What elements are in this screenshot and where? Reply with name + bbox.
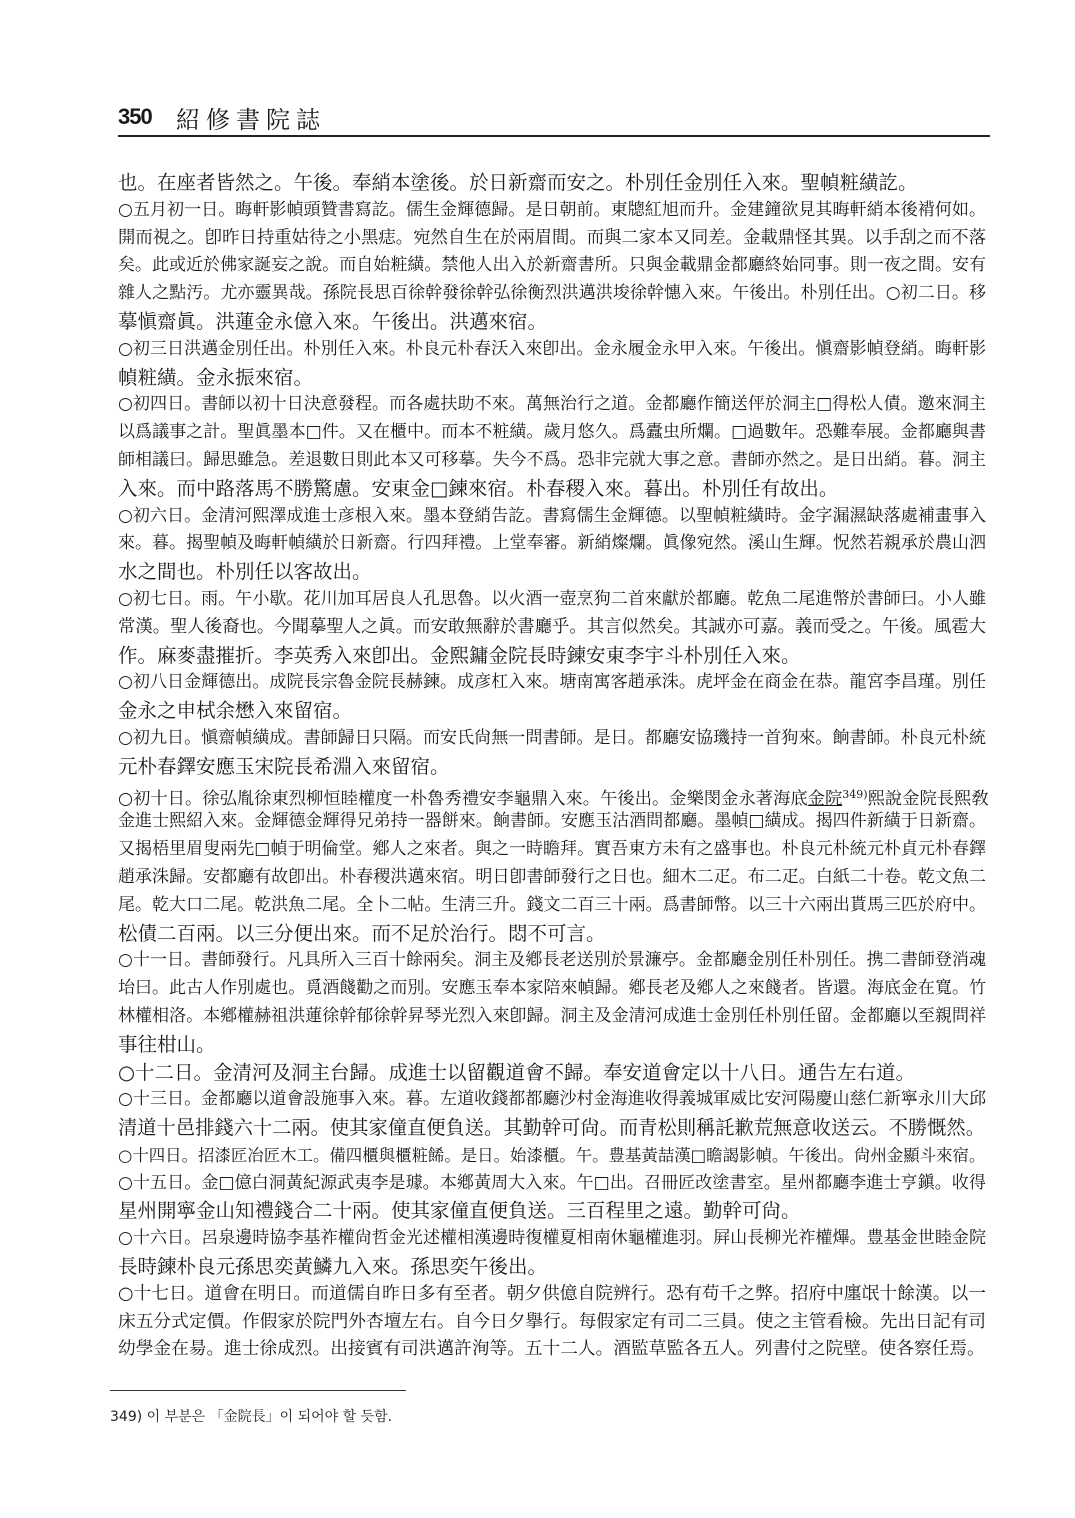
text-line: ○初四日。書師以初十日決意發程。而各處扶助不來。萬無治行之道。金都廳作簡送伻於洞主□得松人債。邀來洞主 — [118, 394, 986, 415]
diary-entry — [118, 1142, 986, 1170]
page-number: 350 — [118, 104, 152, 129]
text-line: 林權相洛。本鄕權赫祖洪蓮徐幹郁徐幹昇琴光烈入來卽歸。洞主及金清河成進士金別任朴別任留。金都廳以至親問祥 — [118, 1005, 986, 1026]
text-line: 清道十邑排錢六十二兩。使其家僮直便負送。其勤幹可尙。而青松則稱託歉荒無意收送云。不勝慨然。 — [118, 1116, 985, 1140]
text-line: 入來。而中路落馬不勝驚慮。安東金□鍊來宿。朴春稷入來。暮出。朴別任有故出。 — [118, 476, 839, 500]
text-line: 坮曰。此古人作別處也。覓酒餞勸之而別。安應玉奉本家陪來幀歸。鄕長老及鄕人之來餞者。皆還。海底金在寬。竹 — [118, 978, 986, 999]
footnote-rule — [110, 1390, 406, 1391]
text-line: 幀粧䌙。金永振來宿。 — [118, 365, 314, 389]
text-line: ○十四日。招漆匠冶匠木工。備四櫃與櫃粧餙。是日。始漆櫃。午。豊基黃喆漢□瞻謁影幀。午後出。尙州金顯斗來宿。 — [118, 1145, 986, 1165]
diary-entry — [118, 1086, 986, 1142]
diary-entry — [118, 169, 986, 197]
text-line: 也。在座者皆然之。午後。奉綃本塗後。於日新齋而安之。朴別任金別任入來。聖幀粧䌙訖。 — [118, 171, 918, 194]
text-line: 長時鍊朴良元孫思奕黃鱗九入來。孫思奕午後出。 — [118, 1255, 548, 1279]
text-line: 師相議曰。歸思雖急。差退數日則此本又可移摹。失今不爲。恐非完就大事之意。書師亦然之。是日出綃。暮。洞主 — [118, 449, 986, 470]
text-line: 星州開寧金山知禮錢合二十兩。使其家僮直便負送。三百程里之遠。勤幹可尙。 — [118, 1199, 801, 1223]
text-segment: ○初十日。徐弘胤徐東烈柳恒睦權度一朴魯秀禮安李龜鼎入來。午後出。金樂閔金永著海底 — [118, 788, 808, 809]
diary-entry — [118, 1281, 986, 1364]
diary-entry — [118, 336, 986, 392]
text-line: 摹愼齋眞。洪蓮金永億入來。午後出。洪邁來宿。 — [118, 309, 548, 333]
text-line: ○十五日。金□億白洞黃紀源武夷李是璩。本鄕黃周大入來。午□出。召冊匠改塗書室。星州都廳李進士亨鎭。收得 — [118, 1172, 986, 1193]
footnote: 349) 이 부분은 「金院長」이 되어야 할 듯함. — [110, 1409, 393, 1425]
diary-entry — [118, 781, 989, 948]
text-line: ○初三日洪邁金別任出。朴別任入來。朴良元朴春沃入來卽出。金永履金永甲入來。午後出。愼齋影幀登綃。晦軒影 — [118, 338, 986, 359]
diary-entry — [118, 391, 986, 502]
text-line: 水之間也。朴別任以客故出。 — [118, 560, 372, 584]
diary-entry — [118, 947, 986, 1058]
diary-entry — [118, 1225, 986, 1281]
text-line: ○十二日。金清河及洞主台歸。成進士以留觀道會不歸。奉安道會定以十八日。通告左右道。 — [118, 1060, 916, 1084]
text-line: ○初六日。金清河熙澤成進士彦根入來。墨本登綃告訖。書寫儒生金輝德。以聖幀粧䌙時。金字漏濕缺落處補畫事入 — [118, 505, 986, 526]
text-line: 事往柑山。 — [118, 1032, 216, 1056]
text-line: 金進士熙紹入來。金輝德金輝得兄弟持一器餅來。餉書師。安應玉沽酒問都廳。墨幀□䌙成。揭四件新䌙于日新齋。 — [118, 811, 986, 832]
underlined-text: 金院 — [807, 788, 843, 809]
diary-entry — [118, 1059, 986, 1087]
header-rule — [118, 135, 990, 137]
text-line: 床五分式定價。作假家於院門外杏壇左右。自今日夕擧行。每假家定有司二三員。使之主管看檢。先出日記有司 — [118, 1311, 986, 1332]
diary-entry — [118, 586, 986, 669]
body-text — [118, 169, 989, 1364]
text-line: ○十三日。金都廳以道會設施事入來。暮。左道收錢都都廳沙村金海進收得義城軍威比安河陽慶山慈仁新寧永川大邱 — [118, 1089, 986, 1110]
text-line: ○初七日。雨。午小歇。花川加耳居良人孔思魯。以火酒一壺烹狗二首來獻於都廳。乾魚二尾進幣於書師曰。小人雖 — [118, 588, 986, 609]
text-line: 金永之申栻余懋入來留宿。 — [118, 699, 353, 723]
text-line: ○初八日金輝德出。成院長宗魯金院長赫鍊。成彦杠入來。塘南寓客趙承洙。虎坪金在商金在恭。龍宮李昌瑾。別任 — [118, 672, 986, 693]
page-header — [118, 100, 998, 136]
text-segment: 熙說金院長熙敎 — [867, 788, 989, 809]
text-line: 雜人之點汚。尤亦靈異哉。孫院長思百徐幹發徐幹弘徐衡烈洪邁洪埈徐幹憓入來。午後出。朴別任出。○初二日。移 — [118, 283, 986, 304]
diary-entry — [118, 197, 986, 336]
text-line: 來。暮。揭聖幀及晦軒幀䌙於日新齋。行四拜禮。上堂奉審。新綃燦爛。眞像宛然。溪山生輝。怳然若親承於農山泗 — [118, 533, 986, 554]
text-line: 開而視之。卽昨日持重姑待之小黑痣。宛然自生在於兩眉間。而與二家本又同差。金載鼎怪其異。以手刮之而不落 — [118, 227, 986, 248]
text-line: 松債二百兩。以三分便出來。而不足於治行。悶不可言。 — [118, 921, 606, 945]
text-line: ○十一日。書師發行。凡具所入三百十餘兩矣。洞主及鄕長老送別於景濂亭。金都廳金別任朴別任。携二書師登消魂 — [118, 950, 986, 971]
running-title: 紹修書院誌 — [176, 106, 326, 134]
text-line: 矣。此或近於佛家誕妄之說。而自始粧䌙。禁他人出入於新齋書所。只與金載鼎金都廳終始同事。則一夜之間。安有 — [118, 255, 986, 276]
text-line: 常漢。聖人後裔也。今聞摹聖人之眞。而安敢無辭於書廳乎。其言似然矣。其誠亦可嘉。義而受之。午後。風雹大 — [118, 616, 986, 637]
footnote-marker: 349) — [842, 787, 868, 801]
diary-entry — [118, 669, 986, 725]
text-line: ○五月初一日。晦軒影幀頭贊書寫訖。儒生金輝德歸。是日朝前。東牕紅旭而升。金建鐘欲見其晦軒綃本後褙何如。 — [118, 199, 986, 220]
text-line: ○初九日。愼齋幀䌙成。書師歸日只隔。而安氏尙無一問書師。是日。都廳安協璣持一首狗來。餉書師。朴良元朴統 — [118, 727, 986, 748]
text-line: 幼學金在昜。進士徐成烈。出接賓有司洪邁許洵等。五十二人。酒監草監各五人。列書付之院壁。使各察任焉。 — [118, 1339, 985, 1360]
text-line: 元朴春鐸安應玉宋院長希淵入來留宿。 — [118, 754, 450, 778]
text-line: 作。麻麥盡摧折。李英秀入來卽出。金熙鏞金院長時鍊安東李宇斗朴別任入來。 — [118, 643, 801, 667]
text-line: 又揭梧里眉叟兩先□幀于明倫堂。鄕人之來者。與之一時瞻拜。實吾東方未有之盛事也。朴良元朴統元朴貞元朴春鐸 — [118, 839, 986, 860]
text-line: ○十七日。道會在明日。而道儒自昨日多有至者。朝夕供億自院辨行。恐有苟千之弊。招府中廛氓十餘漢。以一 — [118, 1283, 986, 1304]
text-line: 趙承洙歸。安都廳有故卽出。朴春稷洪邁來宿。明日卽書師發行之日也。細木二疋。布二疋。白紙二十卷。乾文魚二 — [118, 866, 986, 887]
text-line: 以爲議事之計。聖眞墨本□件。又在櫃中。而本不粧䌙。歲月悠久。爲蠹虫所爛。□過數年。恐難奉展。金都廳與書 — [118, 422, 986, 443]
diary-entry — [118, 725, 986, 781]
text-line — [118, 781, 989, 809]
diary-entry — [118, 503, 986, 586]
text-line: ○十六日。呂泉邊時協李基祚權尙哲金光述權相漢邊時復權夏相南休龜權進羽。屛山長柳光祚權熚。豊基金世睦金院 — [118, 1228, 986, 1249]
text-line: 尾。乾大口二尾。乾洪魚二尾。全卜二帖。生淸三升。錢文二百三十兩。爲書師幣。以三十六兩出貰馬三匹於府中。 — [118, 894, 986, 915]
diary-entry — [118, 1170, 986, 1226]
